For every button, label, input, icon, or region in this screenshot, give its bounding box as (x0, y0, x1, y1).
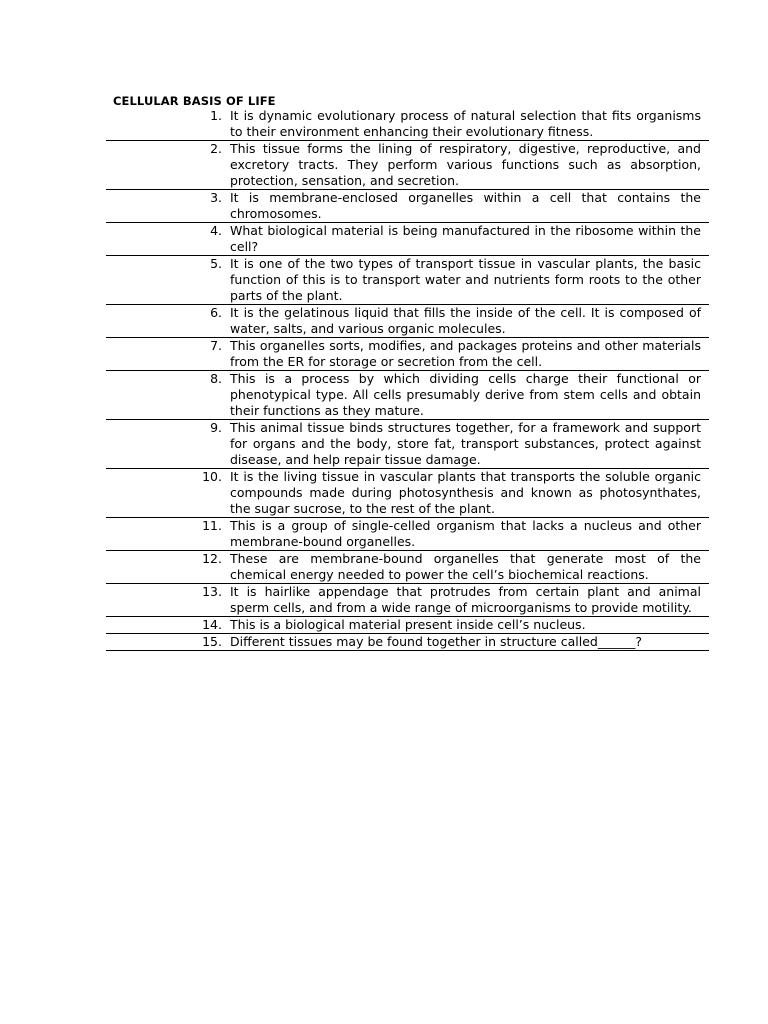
question-row (106, 617, 709, 634)
question-row (106, 108, 709, 141)
question-number: 9. (210, 420, 222, 435)
question-text: It is one of the two types of transport tissue in vascular plants, the basic function of this is to transport water and nutrients form roots to the other parts of the plant. (230, 256, 701, 303)
question-row (106, 469, 709, 518)
question-text: It is membrane-enclosed organelles within a cell that contains the chromosomes. (230, 190, 701, 221)
question-row (106, 371, 709, 420)
question-number: 10. (202, 469, 222, 484)
question-row (106, 338, 709, 371)
question-number: 3. (210, 190, 222, 205)
question-text: What biological material is being manufactured in the ribosome within the cell? (230, 223, 701, 254)
question-row (106, 223, 709, 256)
question-text: This is a process by which dividing cells charge their functional or phenotypical type. All cells presumably derive from stem cells and obtain their functions as they mature. (230, 371, 701, 418)
question-number: 14. (202, 617, 222, 632)
question-number: 12. (202, 551, 222, 566)
question-row (106, 256, 709, 305)
question-text: This tissue forms the lining of respiratory, digestive, reproductive, and excretory tracts. They perform various functions such as absorption, protection, sensation, and secretion. (230, 141, 701, 188)
question-text: These are membrane-bound organelles that generate most of the chemical energy needed to power the cell’s biochemical reactions. (230, 551, 701, 582)
question-text: This organelles sorts, modifies, and packages proteins and other materials from the ER for storage or secretion from the cell. (230, 338, 701, 369)
question-row (106, 420, 709, 469)
question-text: It is dynamic evolutionary process of natural selection that fits organisms to their environment enhancing their evolutionary fitness. (230, 108, 701, 139)
question-number: 6. (210, 305, 222, 320)
question-row (106, 634, 709, 651)
question-number: 8. (210, 371, 222, 386)
question-text: It is hairlike appendage that protrudes from certain plant and animal sperm cells, and from a wide range of microorganisms to provide motility. (230, 584, 701, 615)
question-text: It is the living tissue in vascular plants that transports the soluble organic compounds made during photosynthesis and known as photosynthates, the sugar sucrose, to the rest of the plant. (230, 469, 701, 516)
question-number: 7. (210, 338, 222, 353)
question-text: This is a group of single-celled organism that lacks a nucleus and other membrane-bound organelles. (230, 518, 701, 549)
question-text: It is the gelatinous liquid that fills the inside of the cell. It is composed of water, salts, and various organic molecules. (230, 305, 701, 336)
question-number: 15. (202, 634, 222, 649)
question-row (106, 141, 709, 190)
page-title: CELLULAR BASIS OF LIFE (113, 94, 276, 108)
question-number: 13. (202, 584, 222, 599)
question-row (106, 190, 709, 223)
question-number: 5. (210, 256, 222, 271)
question-text: This is a biological material present inside cell’s nucleus. (230, 617, 586, 632)
question-row (106, 305, 709, 338)
question-number: 11. (202, 518, 222, 533)
question-row (106, 584, 709, 617)
question-table (106, 108, 709, 651)
question-text: Different tissues may be found together in structure called______? (230, 634, 642, 649)
question-number: 1. (210, 108, 222, 123)
question-row (106, 518, 709, 551)
question-row (106, 551, 709, 584)
question-number: 4. (210, 223, 222, 238)
question-number: 2. (210, 141, 222, 156)
question-text: This animal tissue binds structures together, for a framework and support for organs and the body, store fat, transport substances, protect against disease, and help repair tissue damage. (230, 420, 701, 467)
